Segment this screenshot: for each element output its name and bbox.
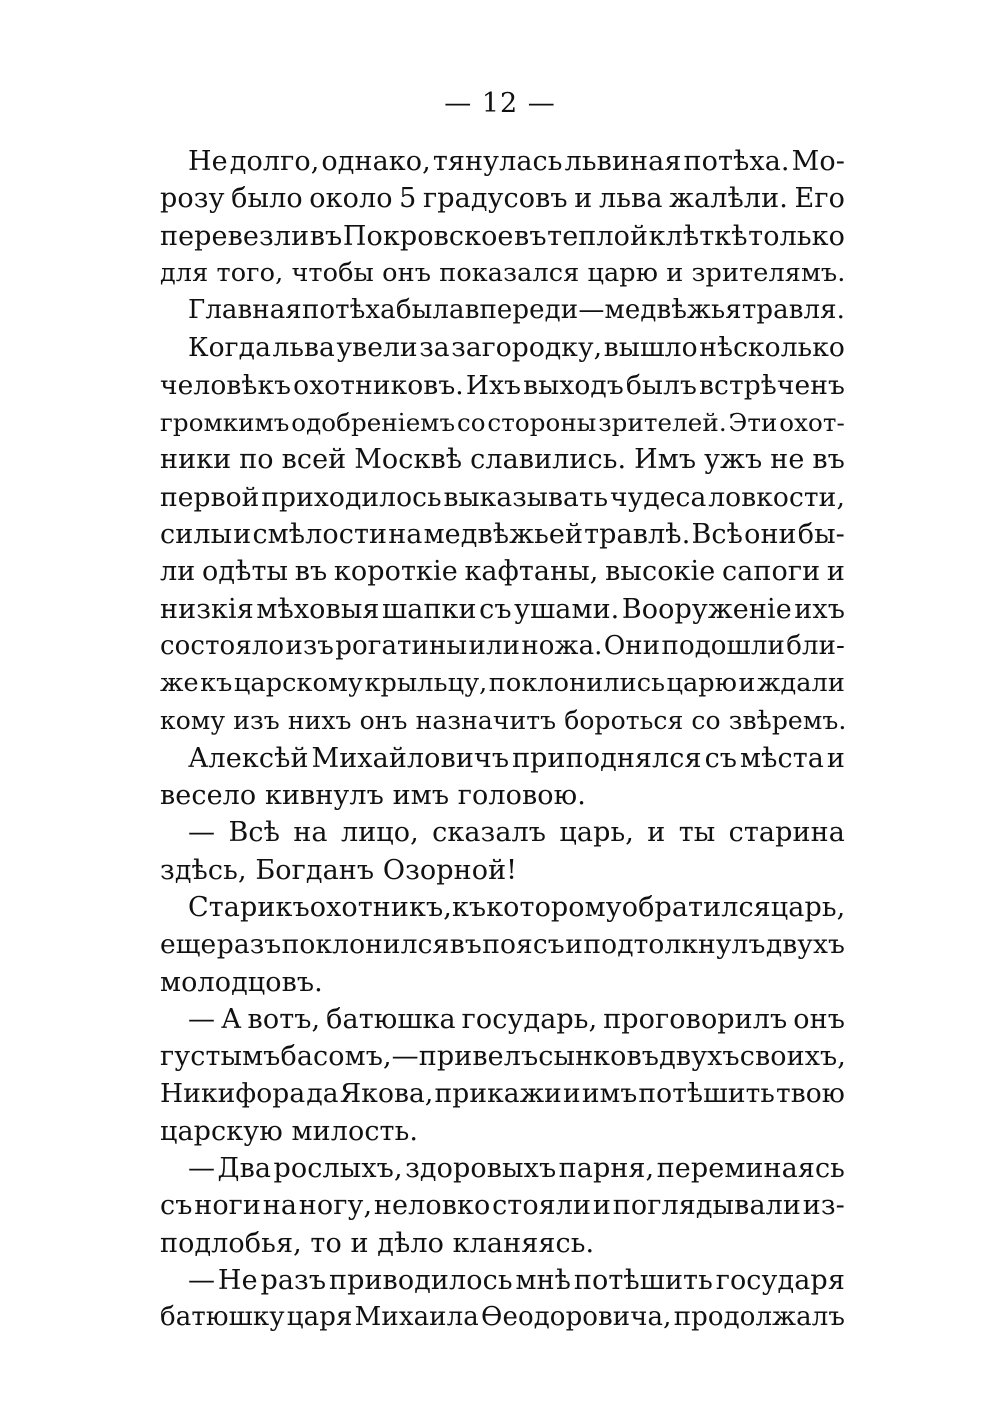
text-line: съ ноги на ногу, неловко стояли и поглядывали из- bbox=[160, 1190, 845, 1222]
text-line: — А вотъ, батюшка государь, проговорилъ онъ bbox=[188, 1003, 845, 1035]
text-line: здѣсь, Богданъ Озорной! bbox=[160, 854, 518, 886]
text-line: — Всѣ на лицо, сказалъ царь, и ты старина bbox=[188, 817, 845, 849]
text-line: силы и смѣлости на медвѣжьей травлѣ. Всѣ они бы- bbox=[160, 518, 845, 550]
text-line: человѣкъ охотниковъ. Ихъ выходъ былъ встрѣченъ bbox=[160, 369, 845, 401]
text-line: батюшку царя Михаила Ѳеодоровича, продолжалъ bbox=[160, 1302, 845, 1333]
text-line: перевезли въ Покровское въ теплой клѣткѣ только bbox=[160, 220, 845, 252]
text-line: Никифора да Якова, прикажи и имъ потѣшить твою bbox=[160, 1078, 845, 1110]
body-text bbox=[160, 143, 845, 1337]
text-line: кому изъ нихъ онъ назначитъ бороться со звѣремъ. bbox=[160, 706, 847, 736]
text-line: — Два рослыхъ, здоровыхъ парня, переминаясь bbox=[188, 1153, 845, 1185]
text-line: Алексѣй Михайловичъ приподнялся съ мѣста и bbox=[188, 742, 845, 774]
text-line: ли одѣты въ короткіе кафтаны, высокіе сапоги и bbox=[160, 556, 845, 588]
text-line: громкимъ одобреніемъ со стороны зрителей. Эти охот- bbox=[160, 408, 845, 438]
text-line: ники по всей Москвѣ славились. Имъ ужъ не въ bbox=[160, 444, 845, 476]
text-line: подлобья, то и дѣло кланяясь. bbox=[160, 1227, 595, 1259]
page-number: — 12 — bbox=[444, 88, 556, 119]
text-line: Не долго, однако, тянулась львиная потѣха. Мо- bbox=[188, 146, 845, 177]
text-line: первой приходилось выказывать чудеса ловкости, bbox=[160, 481, 845, 513]
text-line: молодцовъ. bbox=[160, 966, 323, 998]
text-line: розу было около 5 градусовъ и льва жалѣли. Его bbox=[160, 183, 845, 215]
text-line: Старикъ охотникъ, къ которому обратился царь, bbox=[188, 891, 846, 923]
text-line: — Не разъ приводилось мнѣ потѣшить государя bbox=[188, 1264, 845, 1296]
text-line: царскую милость. bbox=[160, 1115, 419, 1147]
text-line: же къ царскому крыльцу, поклонились царю и ждали bbox=[160, 668, 845, 699]
text-line: Главная потѣха была впереди — медвѣжья травля. bbox=[188, 295, 845, 326]
text-line: для того, чтобы онъ показался царю и зрителямъ. bbox=[160, 257, 846, 288]
text-line: еще разъ поклонился въ поясъ и подтолкнулъ двухъ bbox=[160, 929, 845, 961]
text-line: весело кивнулъ имъ головою. bbox=[160, 780, 586, 812]
text-line: густымъ басомъ, — привелъ сынковъ двухъ своихъ, bbox=[160, 1041, 846, 1073]
text-line: низкія мѣховыя шапки съ ушами. Вооруженіе ихъ bbox=[160, 593, 845, 625]
text-line: Когда льва увели за загородку, вышло нѣсколько bbox=[188, 332, 845, 364]
text-line: состояло изъ рогатины или ножа. Они подошли бли- bbox=[160, 630, 845, 661]
